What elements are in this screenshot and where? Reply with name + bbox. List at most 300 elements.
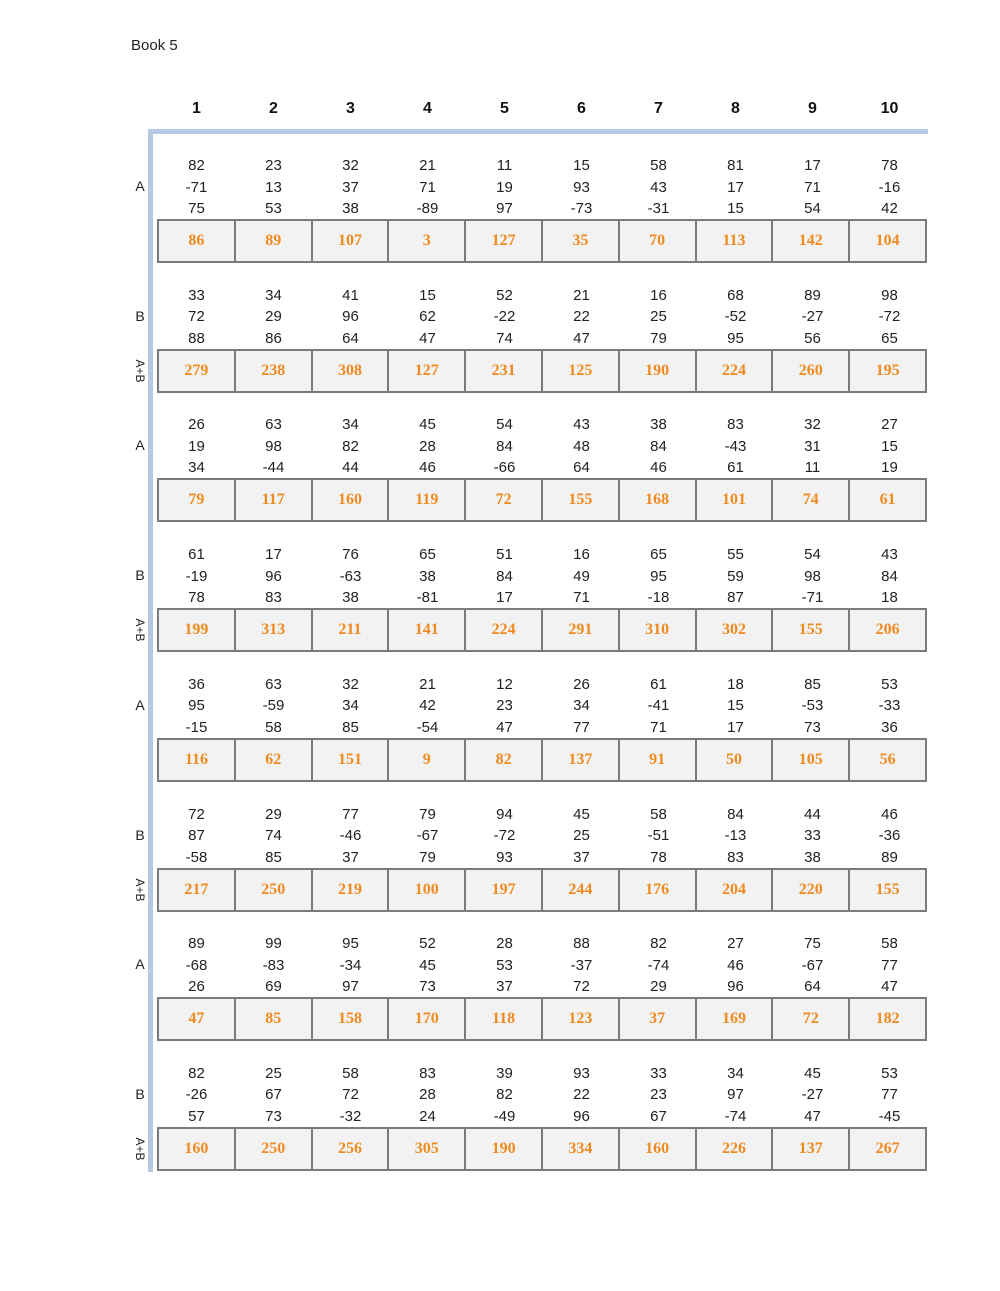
addend: 43 [881,546,898,564]
addend: 38 [419,567,436,585]
answer-cell[interactable]: 170 [389,999,466,1039]
addend: 82 [188,157,205,174]
addend: 46 [727,956,744,974]
addend: -19 [185,567,208,585]
row-label: B [135,826,145,843]
row-label: B [135,307,145,324]
addend: 45 [804,1064,821,1082]
answer-cell[interactable]: 334 [543,1129,620,1169]
addend: 15 [419,286,436,304]
answer-cell[interactable]: 260 [773,351,850,391]
addend: 58 [265,718,282,736]
addend: 85 [265,848,282,866]
addend: 28 [419,437,436,455]
addend: 55 [727,546,744,564]
addend: 82 [650,935,667,953]
answer-cell[interactable]: 142 [773,221,850,261]
addend: -27 [801,308,824,326]
answer-cell[interactable]: 70 [620,221,697,261]
row-label: B [135,567,145,584]
answer-cell[interactable]: 113 [697,221,774,261]
addend: 83 [265,589,282,607]
addend: 33 [188,286,205,304]
addend: 48 [573,437,590,455]
answer-row [157,349,927,393]
addend: 37 [342,848,359,866]
addend: 53 [881,675,898,693]
addend: 15 [727,200,744,217]
answer-cell[interactable]: 250 [236,870,313,910]
answer-cell[interactable]: 226 [697,1129,774,1169]
answer-cell[interactable]: 56 [879,750,896,768]
answer-cell[interactable]: 206 [875,621,900,639]
answer-cell[interactable]: 123 [543,999,620,1039]
addend: 64 [342,329,359,347]
addend: 84 [727,805,744,823]
addend: 77 [881,1086,898,1104]
addend: 43 [650,178,667,196]
addend: 88 [573,935,590,953]
addend: 87 [188,827,205,844]
addend: 22 [573,308,590,326]
addend: 25 [265,1064,282,1082]
answer-cell[interactable]: 224 [697,351,774,391]
addend: -67 [801,956,824,974]
addend: 65 [650,546,667,564]
addend: 23 [496,697,513,715]
answer-cell[interactable]: 155 [773,610,850,650]
addend: 58 [650,157,667,174]
answer-cell[interactable]: 100 [389,870,466,910]
header-rule [148,129,928,134]
addend: 17 [727,178,744,196]
addend: 12 [496,675,513,693]
addend: 23 [650,1086,667,1104]
addend: 15 [727,697,744,715]
addend: -74 [724,1107,747,1125]
addend: -58 [185,848,208,866]
addend: 37 [342,178,359,196]
addend: 61 [650,675,667,693]
addend: 46 [881,805,898,823]
answer-cell[interactable]: 279 [159,351,236,391]
addend: 36 [881,718,898,736]
answer-cell[interactable]: 256 [313,1129,390,1169]
addend: 54 [804,546,821,564]
addend: 72 [342,1086,359,1104]
answer-cell[interactable]: 176 [620,870,697,910]
addend: 28 [419,1086,436,1104]
addend: 21 [419,675,436,693]
addend: 45 [419,416,436,434]
addend: 32 [804,416,821,434]
addend: 65 [881,329,898,347]
answer-row [157,997,927,1041]
addend: 78 [650,848,667,866]
answer-cell[interactable]: 217 [159,870,236,910]
answer-cell[interactable]: 125 [543,351,620,391]
answer-cell[interactable]: 127 [466,221,543,261]
addend: 82 [342,437,359,455]
addend: 19 [881,459,898,477]
addend: 21 [573,286,590,304]
addend: -71 [801,589,824,607]
addend: -74 [647,956,670,974]
column-header: 2 [269,100,278,117]
addend: 99 [265,935,282,953]
addend: 33 [804,827,821,844]
answer-cell[interactable]: 101 [697,480,774,520]
answer-cell[interactable]: 118 [466,999,543,1039]
addend: -71 [185,178,208,196]
answer-row [157,608,927,652]
answer-cell[interactable]: 244 [543,870,620,910]
addend: 84 [881,567,898,585]
column-header: 7 [654,100,663,117]
answer-cell[interactable]: 219 [313,870,390,910]
addend: 78 [188,589,205,607]
addend: 44 [804,805,821,823]
answer-cell[interactable]: 291 [543,610,620,650]
addend: 34 [188,459,205,477]
answer-cell[interactable]: 37 [620,999,697,1039]
addend: -72 [493,827,516,844]
sum-label: A+B [133,877,147,901]
addend: 98 [804,567,821,585]
addend: 59 [727,567,744,585]
answer-cell[interactable]: 310 [620,610,697,650]
addend: -63 [339,567,362,585]
answer-cell[interactable]: 82 [466,740,543,780]
answer-cell[interactable]: 137 [773,1129,850,1169]
addend: 77 [881,956,898,974]
answer-cell[interactable]: 86 [159,221,236,261]
answer-cell[interactable]: 197 [466,870,543,910]
addend: 52 [419,935,436,953]
row-label: A [135,178,145,194]
addend: 41 [342,286,359,304]
addend: 83 [727,416,744,434]
answer-cell[interactable]: 79 [159,480,236,520]
row-label: A [135,696,145,713]
addend: 85 [342,718,359,736]
answer-cell[interactable]: 231 [466,351,543,391]
answer-cell[interactable]: 250 [236,1129,313,1169]
addend: -67 [416,827,439,844]
addend: 18 [727,675,744,693]
addend: 86 [265,329,282,347]
addend: -27 [801,1086,824,1104]
answer-cell[interactable]: 308 [313,351,390,391]
addend: 63 [265,416,282,434]
answer-cell[interactable]: 267 [875,1139,900,1157]
answer-cell[interactable]: 72 [466,480,543,520]
addend: 26 [573,675,590,693]
addend: -83 [262,956,285,974]
addend: -59 [262,697,285,715]
answer-cell[interactable]: 74 [773,480,850,520]
answer-row [157,478,927,522]
addend: -15 [185,718,208,736]
addend: 72 [573,978,590,996]
addend: -37 [570,956,593,974]
addend: 15 [573,157,590,174]
answer-cell[interactable]: 155 [543,480,620,520]
answer-cell[interactable]: 72 [773,999,850,1039]
answer-cell[interactable]: 168 [620,480,697,520]
addend: 38 [804,848,821,866]
addend: 84 [496,567,513,585]
addend: 11 [496,157,513,174]
addend: 95 [188,697,205,715]
addend: 17 [496,589,513,607]
addend: 69 [265,978,282,996]
addend: 61 [188,546,205,564]
answer-cell[interactable]: 160 [313,480,390,520]
row-label: B [135,1085,145,1102]
addend: 38 [342,589,359,607]
addend: 65 [419,546,436,564]
addend: 96 [265,567,282,585]
addend: 16 [573,546,590,564]
addend: 25 [650,308,667,326]
answer-cell[interactable]: 117 [236,480,313,520]
column-header: 1 [192,100,201,117]
answer-cell[interactable]: 204 [697,870,774,910]
row-label: A [135,437,145,454]
answer-cell[interactable]: 127 [389,351,466,391]
addend: 31 [804,437,821,455]
answer-cell[interactable]: 190 [620,351,697,391]
column-header: 3 [346,100,355,117]
answer-cell[interactable]: 141 [389,610,466,650]
addend: 45 [573,805,590,823]
addend: 79 [419,805,436,823]
addend: 34 [342,697,359,715]
addend: 95 [342,935,359,953]
addend: 67 [265,1086,282,1104]
answer-cell[interactable]: 199 [159,610,236,650]
addend: 73 [804,718,821,736]
addend: 38 [342,200,359,217]
column-header: 8 [731,100,740,117]
addend: -26 [185,1086,208,1104]
addend: 24 [419,1107,436,1125]
addend: 46 [650,459,667,477]
addend: -54 [416,718,439,736]
addend: 47 [573,329,590,347]
addend: 77 [573,718,590,736]
addend: 53 [881,1064,898,1082]
sum-label: A+B [133,359,147,383]
answer-cell[interactable]: 313 [236,610,313,650]
answer-cell[interactable]: 190 [466,1129,543,1169]
answer-cell[interactable]: 89 [236,221,313,261]
addend: 71 [650,718,667,736]
answer-cell[interactable]: 137 [543,740,620,780]
addend: 36 [188,675,205,693]
addend: 51 [496,546,513,564]
answer-cell[interactable]: 50 [697,740,774,780]
addend: 82 [496,1086,513,1104]
addend: 89 [804,286,821,304]
addend: 38 [650,416,667,434]
addend: -13 [724,827,747,844]
addend: 77 [342,805,359,823]
answer-cell[interactable]: 220 [773,870,850,910]
addend: 83 [419,1064,436,1082]
answer-cell[interactable]: 155 [875,880,900,898]
answer-cell[interactable]: 224 [466,610,543,650]
addend: 34 [727,1064,744,1082]
answer-cell[interactable]: 158 [313,999,390,1039]
addend: 43 [573,416,590,434]
answer-row [157,219,927,263]
addend: 95 [727,329,744,347]
answer-cell[interactable]: 182 [875,1010,900,1028]
row-label: A [135,956,145,973]
answer-cell[interactable]: 238 [236,351,313,391]
addend: 47 [804,1107,821,1125]
answer-cell[interactable]: 169 [697,999,774,1039]
answer-cell[interactable]: 116 [159,740,236,780]
addend: 45 [419,956,436,974]
addend: 95 [650,567,667,585]
addend: 73 [265,1107,282,1125]
answer-cell[interactable]: 302 [697,610,774,650]
addend: 97 [342,978,359,996]
answer-cell[interactable]: 3 [389,221,466,261]
addend: 47 [419,329,436,347]
addend: 76 [342,546,359,564]
answer-row [157,738,927,782]
addend: 54 [496,416,513,434]
addend: 19 [496,178,513,196]
addend: 71 [419,178,436,196]
addend: 97 [496,200,513,217]
addend: 81 [727,157,744,174]
addend: 39 [496,1064,513,1082]
side-rule [148,129,153,1172]
addend: 27 [881,416,898,434]
addend: 18 [881,589,898,607]
answer-cell[interactable]: 107 [313,221,390,261]
answer-cell[interactable]: 9 [389,740,466,780]
addend: 79 [419,848,436,866]
addend: 33 [650,1064,667,1082]
addend: 67 [650,1107,667,1125]
addend: -49 [493,1107,516,1125]
answer-cell[interactable]: 35 [543,221,620,261]
addend: 27 [727,935,744,953]
answer-cell[interactable]: 62 [236,740,313,780]
addend: 98 [881,286,898,304]
addend: 87 [727,589,744,607]
addend: 93 [573,1064,590,1082]
addend: 53 [265,200,282,217]
addend: 17 [265,546,282,564]
addend: -81 [416,589,439,607]
addend: 25 [573,827,590,844]
addend: 46 [419,459,436,477]
addend: 97 [727,1086,744,1104]
column-header: 6 [577,100,586,117]
answer-cell[interactable]: 151 [313,740,390,780]
answer-cell[interactable]: 195 [875,361,900,379]
addend: 72 [188,805,205,823]
addend: 75 [804,935,821,953]
addend: 32 [342,157,359,174]
answer-cell[interactable]: 85 [236,999,313,1039]
answer-cell[interactable]: 211 [313,610,390,650]
addend: 73 [419,978,436,996]
addend: 93 [573,178,590,196]
addend: 19 [188,437,205,455]
answer-cell[interactable]: 160 [620,1129,697,1169]
addend: 84 [650,437,667,455]
addend: 47 [881,978,898,996]
addend: 42 [419,697,436,715]
addend: 93 [496,848,513,866]
addend: -34 [339,956,362,974]
column-header: 4 [423,100,432,117]
addend: 37 [496,978,513,996]
addend: 71 [573,589,590,607]
addend: 11 [804,459,821,477]
addend: 29 [265,805,282,823]
book-label: Book 5 [131,37,178,54]
answer-cell[interactable]: 61 [879,491,896,509]
answer-cell[interactable]: 119 [389,480,466,520]
addend: 75 [188,200,205,217]
addend: 49 [573,567,590,585]
answer-cell[interactable]: 104 [875,232,900,249]
addend: -44 [262,459,285,477]
addend: 34 [265,286,282,304]
addend: 71 [804,178,821,196]
addend: 37 [573,848,590,866]
addend: -18 [647,589,670,607]
addend: 17 [804,157,821,174]
sum-label: A+B [133,1137,147,1161]
addend: -73 [570,200,593,217]
addend: 57 [188,1107,205,1125]
addend: 29 [265,308,282,326]
addend: 96 [342,308,359,326]
addend: 94 [496,805,513,823]
addend: 84 [496,437,513,455]
addend: 42 [881,200,898,217]
answer-cell[interactable]: 47 [159,999,236,1039]
addend: 15 [881,437,898,455]
addend: 56 [804,329,821,347]
answer-cell[interactable]: 305 [389,1129,466,1169]
answer-cell[interactable]: 91 [620,740,697,780]
addend: 23 [265,157,282,174]
addend: 34 [573,697,590,715]
addend: -45 [878,1107,901,1125]
addend: 98 [265,437,282,455]
addend: -72 [878,308,901,326]
addend: 47 [496,718,513,736]
answer-cell[interactable]: 160 [159,1129,236,1169]
addend: 68 [727,286,744,304]
answer-cell[interactable]: 105 [773,740,850,780]
addend: 64 [804,978,821,996]
addend: -68 [185,956,208,974]
addend: -43 [724,437,747,455]
addend: 74 [496,329,513,347]
